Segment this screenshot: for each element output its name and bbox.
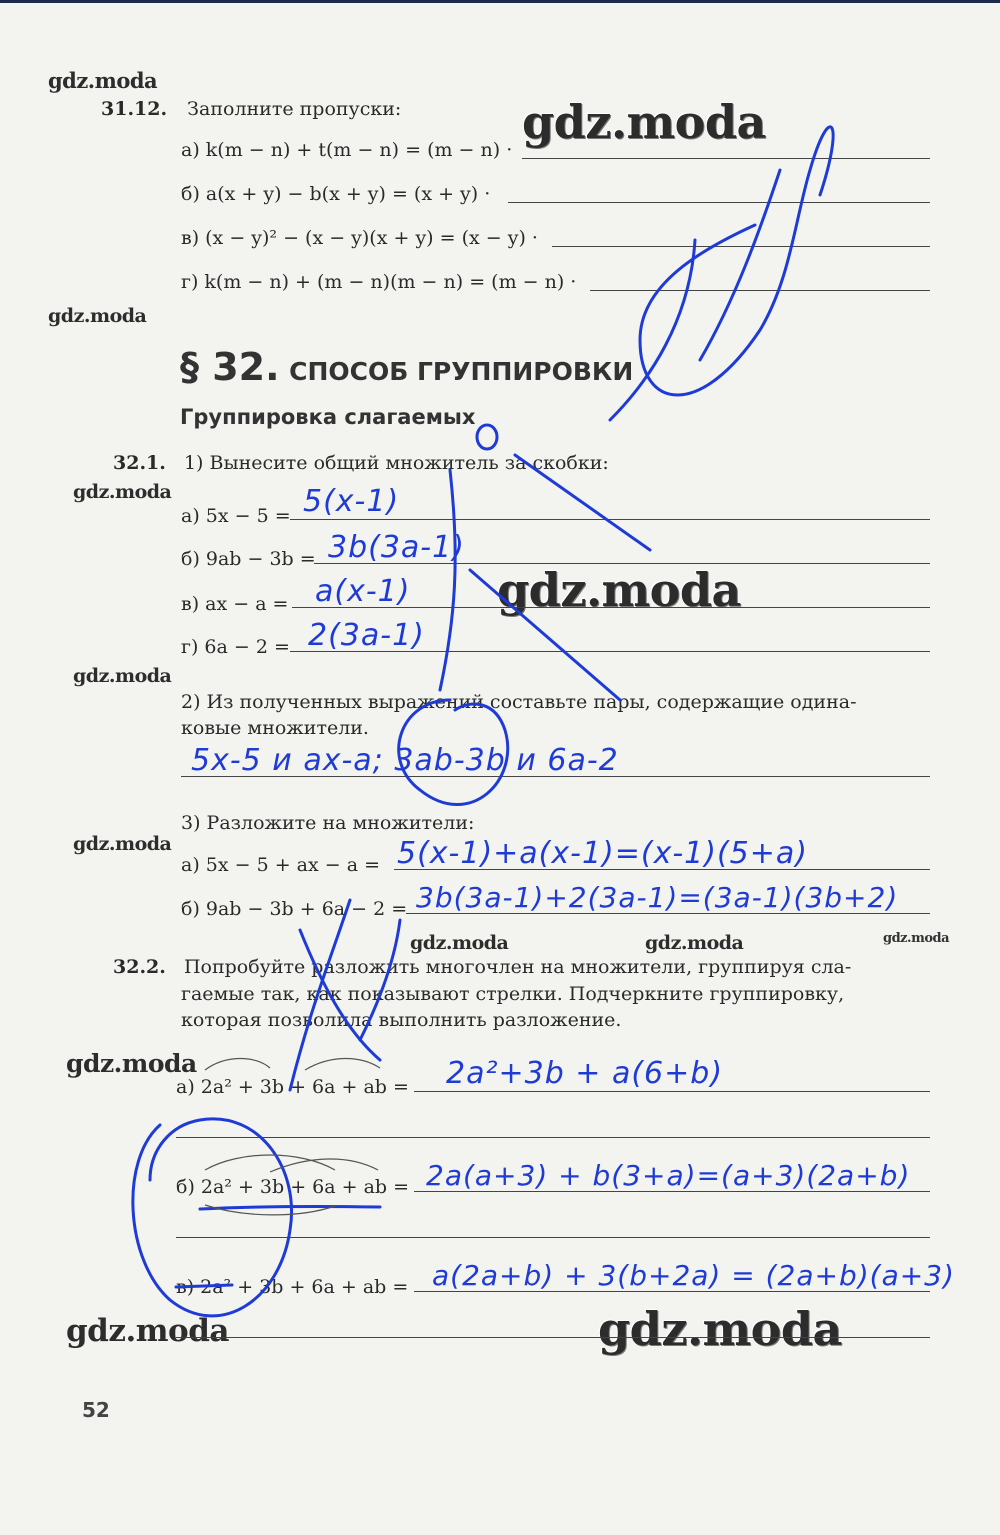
watermark-large: gdz.moda [497, 563, 741, 617]
exercise-number: 31.12. [101, 98, 168, 120]
handwritten-answer: 2a(a+3) + b(3+a)=(a+3)(2a+b) [426, 1159, 911, 1192]
watermark: gdz.moda [410, 932, 509, 954]
task-item-label: а) 2a² + 3b + 6a + ab = [176, 1076, 409, 1098]
task-item-label: а) 5x − 5 + ax − a = [181, 854, 380, 876]
exercise-text: гаемые так, как показывают стрелки. Подчеркните группировку, [181, 983, 845, 1005]
exercise-number: 32.1. [113, 452, 166, 474]
task-text: 3) Разложите на множители: [181, 812, 475, 834]
watermark: gdz.moda [73, 833, 172, 855]
handwritten-answer: 3b(3a-1)+2(3a-1)=(3a-1)(3b+2) [416, 881, 899, 914]
watermark-large: gdz.moda [522, 95, 766, 149]
watermark: gdz.moda [73, 665, 172, 687]
fill-blank-item: в) (x − y)² − (x − y)(x + y) = (x − y) · [181, 227, 538, 249]
watermark: gdz.moda [66, 1049, 197, 1078]
exercise-instruction: Заполните пропуски: [187, 98, 402, 120]
task-item-label: б) 9ab − 3b = [181, 548, 316, 570]
task-item-label: а) 5x − 5 = [181, 505, 291, 527]
watermark: gdz.moda [73, 481, 172, 503]
task-text: 1) Вынесите общий множитель за скобки: [183, 452, 609, 474]
task-text: 2) Из полученных выражений составьте пары, содержащие одина- [181, 691, 857, 713]
handwritten-answer: 3b(3a-1) [328, 530, 465, 565]
task-item-label: в) 2a² + 3b + 6a + ab = [176, 1276, 409, 1298]
watermark: gdz.moda [48, 68, 158, 93]
watermark-large: gdz.moda [598, 1302, 842, 1356]
task-item-label: б) 2a² + 3b + 6a + ab = [176, 1176, 410, 1198]
handwritten-answer: 5x-5 и ax-a; 3ab-3b и 6a-2 [191, 743, 619, 778]
task-item-label: б) 9ab − 3b + 6a − 2 = [181, 898, 408, 920]
fill-blank-item: г) k(m − n) + (m − n)(m − n) = (m − n) · [181, 271, 577, 293]
task-item-label: г) 6a − 2 = [181, 636, 290, 658]
watermark: gdz.moda [645, 932, 744, 954]
watermark: gdz.moda [48, 305, 147, 327]
handwritten-answer: 2(3a-1) [308, 618, 425, 653]
handwritten-answer: 2a²+3b + a(6+b) [446, 1056, 724, 1091]
pen-swoosh [640, 127, 833, 395]
task-item-label: в) ax − a = [181, 593, 289, 615]
page-number: 52 [82, 1398, 110, 1422]
fill-blank-item: б) a(x + y) − b(x + y) = (x + y) · [181, 183, 491, 205]
exercise-number: 32.2. [113, 956, 166, 978]
exercise-text: Попробуйте разложить многочлен на множители, группируя сла- [183, 956, 852, 978]
handwritten-answer: a(x-1) [315, 574, 411, 609]
handwritten-answer: 5(x-1) [303, 484, 400, 519]
exercise-text: которая позволила выполнить разложение. [181, 1009, 622, 1031]
handwritten-answer: a(2a+b) + 3(b+2a) = (2a+b)(a+3) [432, 1259, 955, 1292]
fill-blank-item: а) k(m − n) + t(m − n) = (m − n) · [181, 139, 513, 161]
watermark: gdz.moda [66, 1313, 229, 1349]
task-text: ковые множители. [181, 717, 369, 739]
section-subtitle: Группировка слагаемых [180, 405, 476, 429]
section-mark: § 32. [180, 345, 280, 389]
section-title: СПОСОБ ГРУППИРОВКИ [289, 357, 634, 386]
watermark-tiny: gdz.moda [883, 931, 950, 946]
handwritten-answer: 5(x-1)+a(x-1)=(x-1)(5+a) [397, 836, 808, 871]
